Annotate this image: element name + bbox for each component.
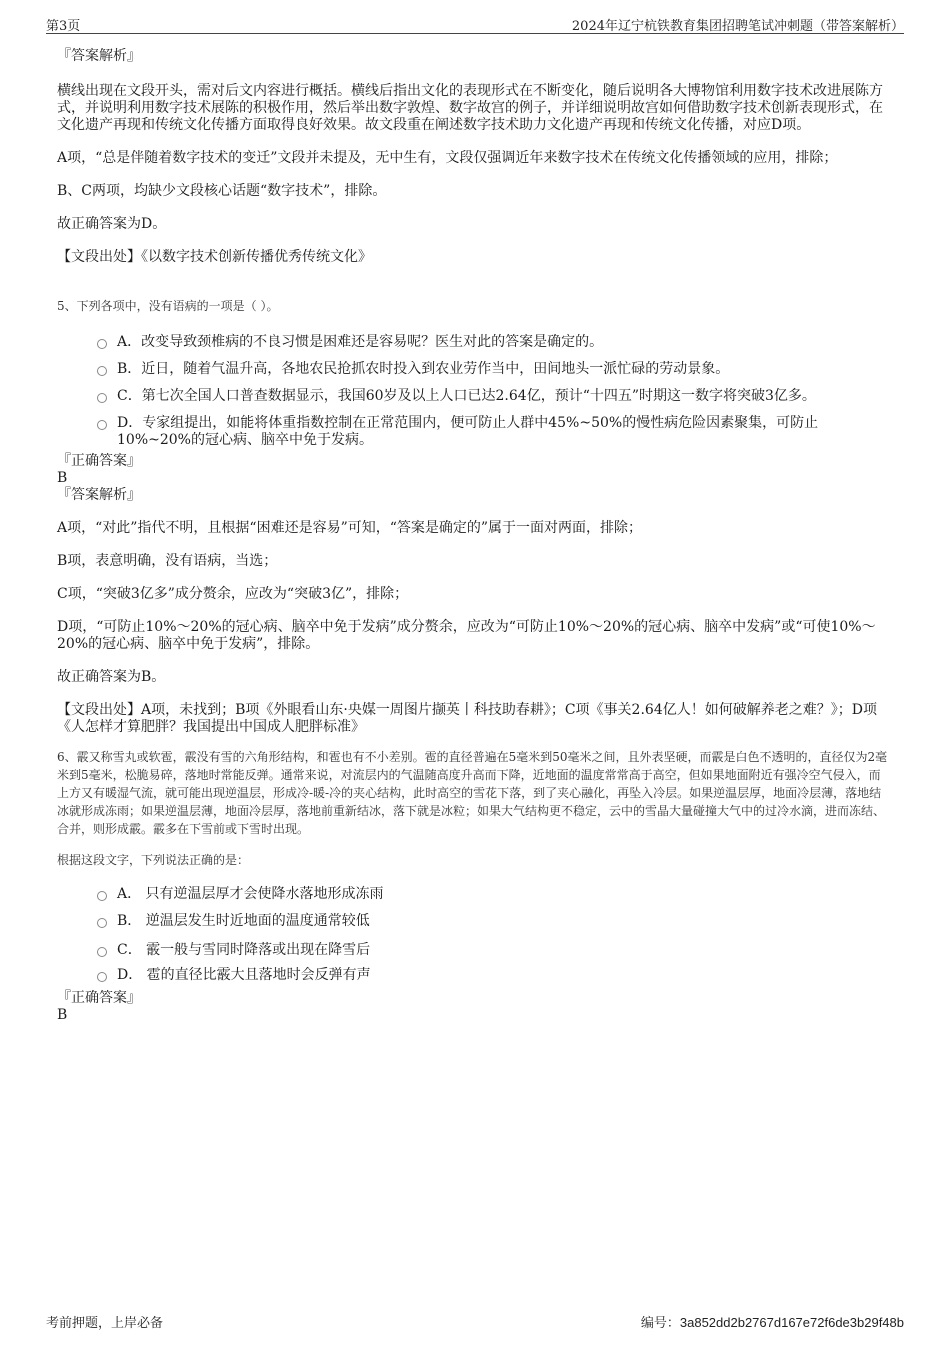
option-b[interactable]	[57, 913, 890, 930]
option-text: B．近日，随着气温升高，各地农民抢抓农时投入到农业劳作当中，田间地头一派忙碌的劳动景象。	[117, 361, 730, 377]
source-citation: 【文段出处】《以数字技术创新传播优秀传统文化》	[57, 249, 372, 265]
correct-answer-label: 『正确答案』	[57, 453, 141, 469]
option-text: A． 只有逆温层厚才会使降水落地形成冻雨	[117, 886, 384, 902]
radio-icon[interactable]	[97, 918, 107, 928]
question-5-title: 5、下列各项中，没有语病的一项是（ ）。	[57, 299, 279, 313]
option-text: A．改变导致颈椎病的不良习惯是困难还是容易呢？医生对此的答案是确定的。	[117, 334, 604, 350]
analysis-option-d: D项，“可防止10%～20%的冠心病、脑卒中免于发病”成分赘余，应改为“可防止10%～20%的冠心病、脑卒中发病”或“可使10%～20%的冠心病、脑卒中免于发病”，排除。	[57, 619, 876, 652]
analysis-conclusion: 故正确答案为B。	[57, 669, 166, 685]
option-a[interactable]	[57, 334, 890, 351]
footer-slogan: 考前押题，上岸必备	[46, 1316, 164, 1331]
page-content	[57, 44, 890, 1024]
analysis-option-bc: B、C两项，均缺少文段核心话题“数字技术”，排除。	[57, 183, 387, 199]
option-c[interactable]	[57, 942, 890, 959]
option-text: D． 雹的直径比霰大且落地时会反弹有声	[117, 967, 371, 983]
source-citation: 【文段出处】A项，未找到；B项《外眼看山东·央媒一周图片撷英丨科技助春耕》；C项《事关2.64亿人！如何破解养老之难？》；D项《人怎样才算肥胖？我国提出中国成人肥胖标准》	[57, 702, 877, 735]
analysis-option-b: B项，表意明确，没有语病，当选；	[57, 553, 278, 569]
option-text: B． 逆温层发生时近地面的温度通常较低	[117, 913, 370, 929]
option-text: C． 霰一般与雪同时降落或出现在降雪后	[117, 942, 371, 958]
document-id: 编号：3a852dd2b2767d167e72f6de3b29f48b	[640, 1315, 904, 1330]
option-d[interactable]	[57, 967, 890, 984]
correct-answer: B	[57, 470, 68, 486]
option-a[interactable]	[57, 886, 890, 903]
option-text: D．专家组提出，如能将体重指数控制在正常范围内，便可防止人群中45%~50%的慢性病危险因素聚集，可防止10%~20%的冠心病、脑卒中免于发病。	[117, 415, 819, 448]
correct-answer: B	[57, 1007, 68, 1023]
option-c[interactable]	[57, 388, 890, 405]
correct-answer-label: 『正确答案』	[57, 990, 141, 1006]
radio-icon[interactable]	[97, 366, 107, 376]
option-d[interactable]	[57, 415, 890, 449]
analysis-option-a: A项，“总是伴随着数字技术的变迁”文段并未提及，无中生有，文段仅强调近年来数字技术在传统文化传播领域的应用，排除；	[57, 150, 838, 166]
radio-icon[interactable]	[97, 339, 107, 349]
analysis-label: 『答案解析』	[57, 487, 141, 503]
radio-icon[interactable]	[97, 393, 107, 403]
option-b[interactable]	[57, 361, 890, 378]
document-title: 2024年辽宁杭铁教育集团招聘笔试冲刺题（带答案解析）	[571, 19, 904, 34]
analysis-option-c: C项，“突破3亿多”成分赘余，应改为“突破3亿”，排除；	[57, 586, 409, 602]
option-text: C．第七次全国人口普查数据显示，我国60岁及以上人口已达2.64亿，预计“十四五”时期这一数字将突破3亿多。	[117, 388, 816, 404]
analysis-text: 横线出现在文段开头，需对后文内容进行概括。横线后指出文化的表现形式在不断变化，随后说明各大博物馆利用数字技术改进展陈方式，并说明利用数字技术展陈的积极作用，然后举出数字敦煌、数字故宫的例子，并详细说明故宫如何借助数字技术创新表现形式，在文化遗产再现和传统文化传播方面取得良好效果。故文段重在阐述数字技术助力文化遗产再现和传统文化传播，对应D项。	[57, 83, 883, 133]
page-header	[46, 13, 904, 34]
analysis-conclusion: 故正确答案为D。	[57, 216, 167, 232]
analysis-label: 『答案解析』	[57, 48, 141, 64]
analysis-option-a: A项，“对此”指代不明，且根据“困难还是容易”可知，“答案是确定的”属于一面对两面，排除；	[57, 520, 643, 536]
page-number: 第3页	[46, 19, 81, 34]
page-footer	[46, 1312, 904, 1332]
radio-icon[interactable]	[97, 891, 107, 901]
radio-icon[interactable]	[97, 972, 107, 982]
question-6-prompt: 根据这段文字，下列说法正确的是：	[57, 853, 250, 867]
question-6-passage: 6、霰又称雪丸或软雹，霰没有雪的六角形结构，和雹也有不小差别。雹的直径普遍在5毫米到50毫米之间，且外表坚硬，而霰是白色不透明的，直径仅为2毫米到5毫米，松脆易碎，落地时常能反弹。通常来说，对流层内的气温随高度升高而下降，近地面的温度常常高于高空，但如果地面附近有强冷空气侵入，而上方又有暖湿气流，就可能出现逆温层，形成冷-暖-冷的夹心结构，此时高空的雪花下落，到了夹心融化，再坠入冷层。如果逆温层厚，地面冷层薄，落地结冰就形成冻雨；如果逆温层薄，地面冷层厚，落地前重新结冰，落下就是冰粒；如果大气结构更不稳定，云中的雪晶大量碰撞大气中的过冷水滴，进而冻结、合并，则形成霰。霰多在下雪前或下雪时出现。	[57, 750, 888, 836]
radio-icon[interactable]	[97, 947, 107, 957]
radio-icon[interactable]	[97, 420, 107, 430]
question-6-options	[57, 886, 890, 984]
question-5-options	[57, 334, 890, 449]
